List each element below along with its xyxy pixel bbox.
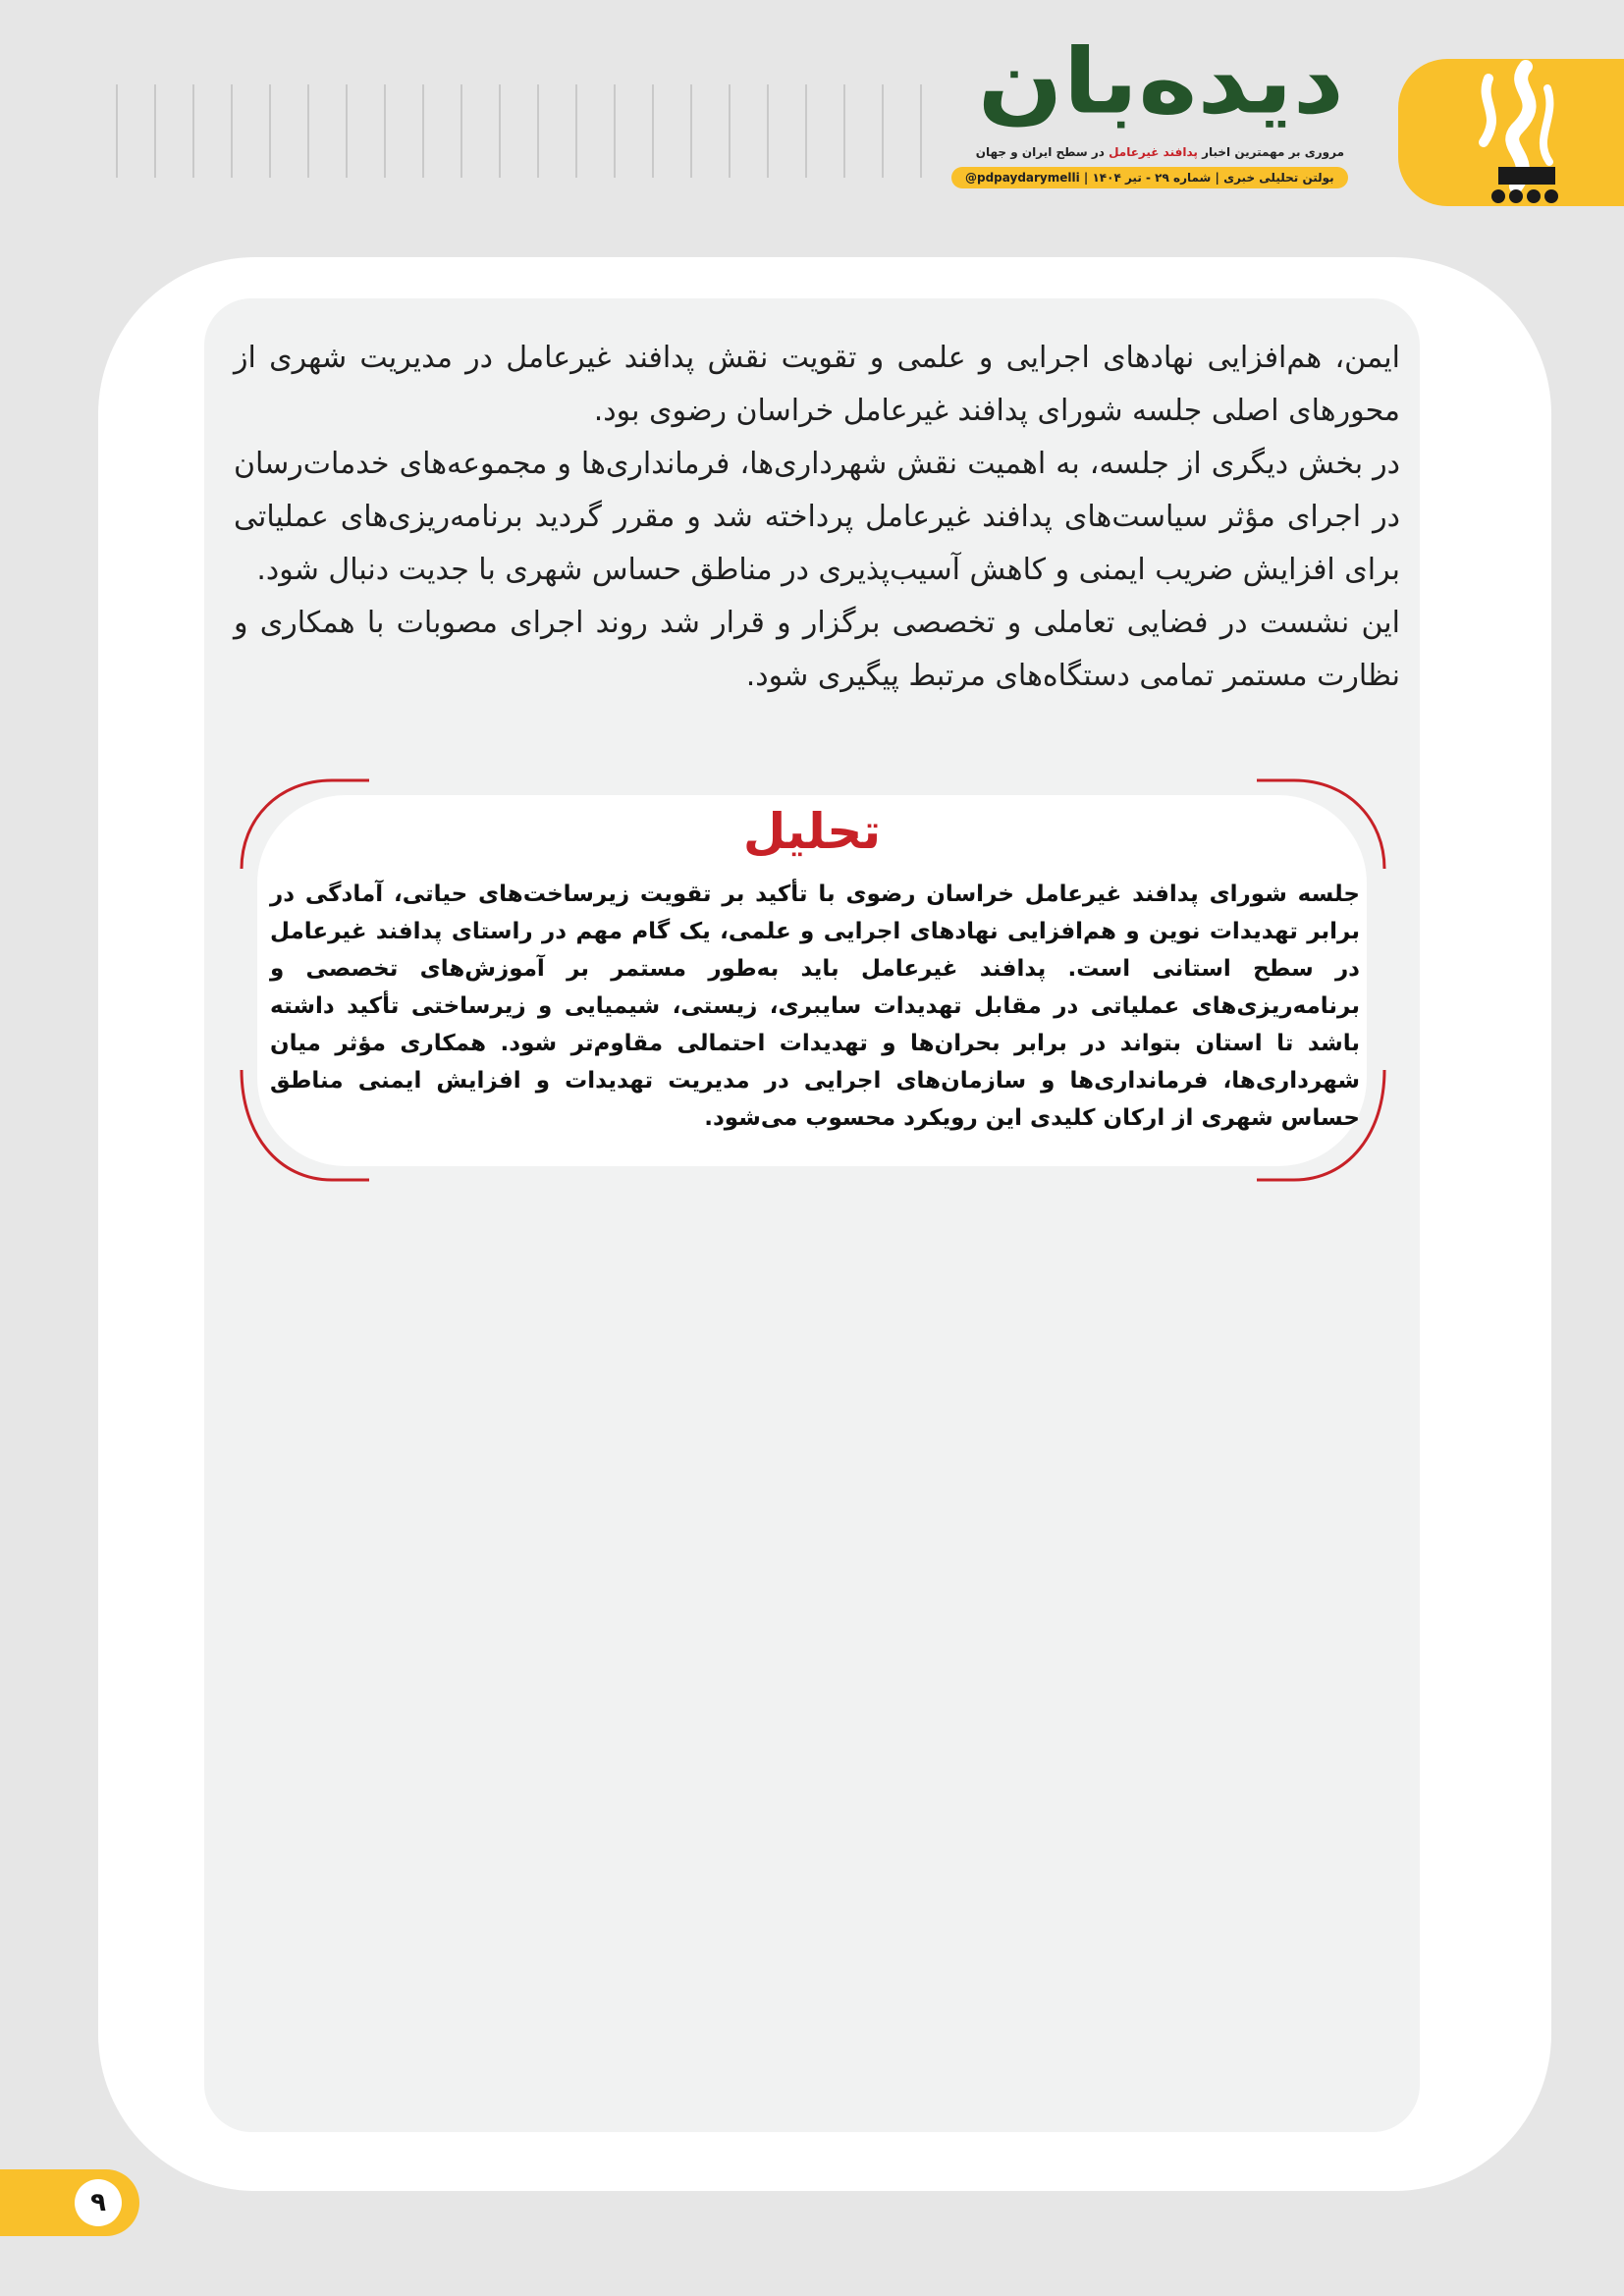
analysis-body: جلسه شورای پدافند غیرعامل خراسان رضوی با تأکید بر تقویت زیرساخت‌های حیاتی، آمادگی در برابر تهدیدات نوین و هم‌افزایی نهادهای اجرایی و علمی، یک گام مهم در راستای پدافند غیرعامل در سطح استانی است. پدافند غیرعامل باید به‌طور مستمر بر آموزش‌های تخصصی و برنامه‌ریزی‌های عملیاتی در مقابل تهدیدات سایبری، زیستی، شیمیایی و زیرساختی تأکید داشته باشد تا استان بتواند در برابر بحران‌ها و تهدیدات احتمالی مقاوم‌تر شود. همکاری مؤثر میان شهرداری‌ها، فرمانداری‌ها و سازمان‌های اجرایی در مدیریت تهدیدات و افزایش ایمنی مناطق حساس شهری از ارکان کلیدی این رویکرد محسوب می‌شود.: [270, 881, 1360, 1131]
header-tick: [384, 84, 386, 178]
article-body: [234, 332, 1400, 703]
header-tick: [499, 84, 501, 178]
social-handle[interactable]: @pdpaydarymelli: [965, 171, 1080, 185]
header-tick: [690, 84, 692, 178]
masthead: [951, 24, 1344, 188]
bulletin-info-pill: [951, 167, 1348, 188]
page-number-tab: [0, 2169, 139, 2236]
header-tick: [575, 84, 577, 178]
header-tick: [231, 84, 233, 178]
header-tick: [307, 84, 309, 178]
header-tick: [192, 84, 194, 178]
header-tick: [346, 84, 348, 178]
masthead-title: دیده‌بان: [977, 29, 1344, 135]
analysis-title: تحلیل: [742, 803, 882, 860]
tagline-prefix: مروری بر مهمترین اخبار: [1202, 145, 1344, 159]
header-tick: [920, 84, 922, 178]
header-tick: [882, 84, 884, 178]
calligraphy-logo-icon: [1439, 59, 1587, 206]
logo-badge: [1398, 59, 1624, 206]
article-paragraph: این نشست در فضایی تعاملی و تخصصی برگزار و قرار شد روند اجرای مصوبات با همکاری و نظارت مستمر تمامی دستگاه‌های مرتبط پیگیری شود.: [234, 606, 1400, 693]
article-paragraph: در بخش دیگری از جلسه، به اهمیت نقش شهرداری‌ها، فرمانداری‌ها و مجموعه‌های خدمات‌رسان در اجرای مؤثر سیاست‌های پدافند غیرعامل پرداخته شد و مقرر گردید برنامه‌ریزی‌های عملیاتی برای افزایش ضریب ایمنی و کاهش آسیب‌پذیری در مناطق حساس شهری با جدیت دنبال شود.: [234, 447, 1400, 587]
header-decorative-ticks: [116, 84, 931, 178]
header-tick: [537, 84, 539, 178]
header-tick: [269, 84, 271, 178]
header-tick: [805, 84, 807, 178]
tagline-highlight: پدافند غیرعامل: [1109, 145, 1198, 159]
tagline-suffix: در سطح ایران و جهان: [975, 145, 1105, 159]
header-tick: [116, 84, 118, 178]
bulletin-info: بولتن تحلیلی خبری | شماره ۲۹ - تیر ۱۴۰۴ |: [1083, 171, 1334, 185]
header-tick: [843, 84, 845, 178]
header-tick: [614, 84, 616, 178]
header-tick: [422, 84, 424, 178]
header-tick: [729, 84, 731, 178]
header-tick: [652, 84, 654, 178]
header-tick: [767, 84, 769, 178]
header-tick: [460, 84, 462, 178]
masthead-tagline: [951, 145, 1344, 159]
article-paragraph: ایمن، هم‌افزایی نهادهای اجرایی و علمی و تقویت نقش پدافند غیرعامل در مدیریت شهری از محورهای اصلی جلسه شورای پدافند غیرعامل خراسان رضوی بود.: [234, 341, 1400, 428]
page-number: ۹: [75, 2179, 122, 2226]
header-tick: [154, 84, 156, 178]
